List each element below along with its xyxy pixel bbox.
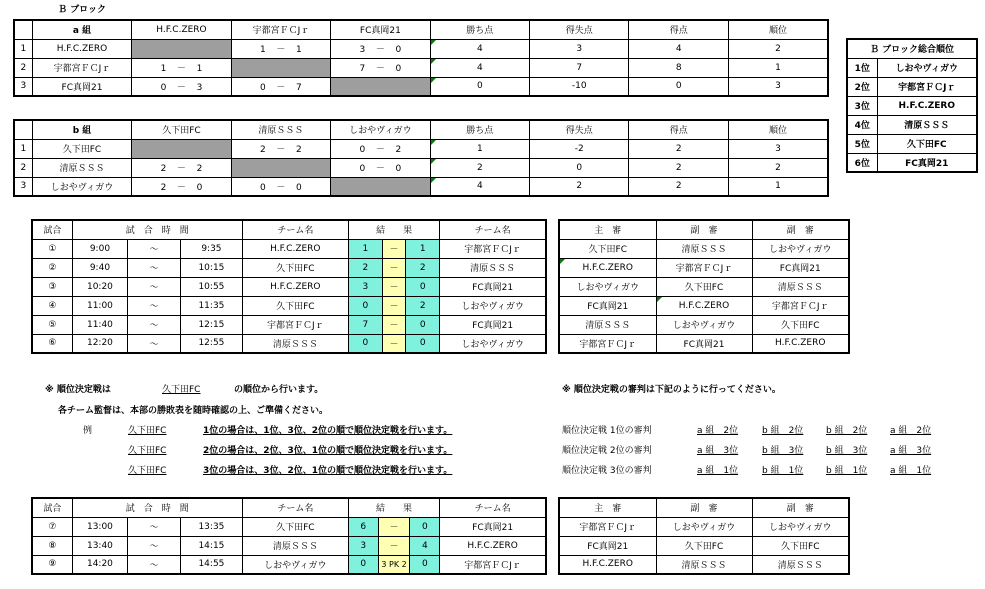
example-team: 久下田FC xyxy=(128,466,167,476)
overall-ranking-table xyxy=(846,38,978,173)
table-header: 主 審 副 審 副 審 xyxy=(559,498,849,517)
example-team: 久下田FC xyxy=(128,426,167,436)
table-row: しおやヴィガウ 久下田FC 清原ＳＳＳ xyxy=(559,277,849,296)
referee-table-2 xyxy=(558,497,850,575)
table-header: 主 審 副 審 副 審 xyxy=(559,220,849,239)
example-text: 1位の場合は、1位、3位、2位の順で順位決定戦を行います。 xyxy=(203,426,453,436)
table-row: 3 しおやヴィガウ 2 － 0 0 － 0 4 2 2 1 xyxy=(14,177,828,196)
table-row: 1位 しおやヴィガウ xyxy=(847,58,977,77)
example-text: 2位の場合は、2位、3位、1位の順で順位決定戦を行います。 xyxy=(203,446,453,456)
note-referees: ※ 順位決定戦の審判は下記のように行ってください。 xyxy=(562,385,781,395)
table-row: 2 宇都宮ＦＣJｒ 1 － 1 7 － 0 4 7 8 1 xyxy=(14,58,828,77)
table-row: 6位 FC真岡21 xyxy=(847,153,977,172)
table-row: 久下田FC 清原ＳＳＳ しおやヴィガウ xyxy=(559,239,849,258)
example-team: 久下田FC xyxy=(128,446,167,456)
group-label: b 組 xyxy=(32,120,131,139)
table-header: b 組 久下田FC 清原ＳＳＳ しおやヴィガウ 勝ち点 得失点 得点 順位 xyxy=(14,120,828,139)
table-row: ⑤ 11:40 ～ 12:15 宇都宮ＦＣJｒ 7 － 0 FC真岡21 xyxy=(32,315,546,334)
table-row: ② 9:40 ～ 10:15 久下田FC 2 － 2 清原ＳＳＳ xyxy=(32,258,546,277)
note-prepare: 各チーム監督は、本部の勝敗表を随時確認の上、ご準備ください。 xyxy=(58,406,329,416)
table-row: H.F.C.ZERO 清原ＳＳＳ 清原ＳＳＳ xyxy=(559,555,849,574)
table-row: ⑨ 14:20 ～ 14:55 しおやヴィガウ 0 3 PK 2 0 宇都宮ＦＣJｒ xyxy=(32,555,546,574)
table-row: 1 H.F.C.ZERO 1 － 1 3 － 0 4 3 4 2 xyxy=(14,39,828,58)
table-row: ③ 10:20 ～ 10:55 H.F.C.ZERO 3 － 0 FC真岡21 xyxy=(32,277,546,296)
example-text: 3位の場合は、3位、2位、1位の順で順位決定戦を行います。 xyxy=(203,466,453,476)
example-label: 例 xyxy=(83,426,93,436)
table-row: 2 清原ＳＳＳ 2 － 2 0 － 0 2 0 2 2 xyxy=(14,158,828,177)
group-label: a 組 xyxy=(32,20,131,39)
table-row: 宇都宮ＦＣJｒ しおやヴィガウ しおやヴィガウ xyxy=(559,517,849,536)
ref-rule-label: 順位決定戦 2位の審判 xyxy=(562,446,652,456)
table-row: 清原ＳＳＳ しおやヴィガウ 久下田FC xyxy=(559,315,849,334)
table-row: 3位 H.F.C.ZERO xyxy=(847,96,977,115)
note-playoff-order: ※ 順位決定戦は xyxy=(45,385,111,395)
table-row: H.F.C.ZERO 宇都宮ＦＣJｒ FC真岡21 xyxy=(559,258,849,277)
table-row: FC真岡21 H.F.C.ZERO 宇都宮ＦＣJｒ xyxy=(559,296,849,315)
table-row: ④ 11:00 ～ 11:35 久下田FC 0 － 2 しおやヴィガウ xyxy=(32,296,546,315)
table-row: ⑥ 12:20 ～ 12:55 清原ＳＳＳ 0 － 0 しおやヴィガウ xyxy=(32,334,546,353)
schedule-table-1 xyxy=(31,219,547,354)
table-row: ① 9:00 ～ 9:35 H.F.C.ZERO 1 － 1 宇都宮ＦＣJｒ xyxy=(32,239,546,258)
standings-table-b xyxy=(13,119,829,197)
table-header: 試合 試 合 時 間 チーム名 結 果 チーム名 xyxy=(32,220,546,239)
note-playoff-order-tail: の順位から行います。 xyxy=(234,385,324,395)
block-title: Ｂ ブロック xyxy=(58,5,106,15)
table-row: FC真岡21 久下田FC 久下田FC xyxy=(559,536,849,555)
ref-rule-label: 順位決定戦 1位の審判 xyxy=(562,426,652,436)
table-row: ⑦ 13:00 ～ 13:35 久下田FC 6 － 0 FC真岡21 xyxy=(32,517,546,536)
table-header: 試合 試 合 時 間 チーム名 結 果 チーム名 xyxy=(32,498,546,517)
standings-table-a xyxy=(13,19,829,97)
ref-rule-label: 順位決定戦 3位の審判 xyxy=(562,466,652,476)
schedule-table-2 xyxy=(31,497,547,575)
table-row: 宇都宮ＦＣJｒ FC真岡21 H.F.C.ZERO xyxy=(559,334,849,353)
table-row: 4位 清原ＳＳＳ xyxy=(847,115,977,134)
table-header: a 組 H.F.C.ZERO 宇都宮ＦＣJｒ FC真岡21 勝ち点 得失点 得点 順位 xyxy=(14,20,828,39)
overall-title: Ｂ ブロック総合順位 xyxy=(847,39,977,58)
note-start-team: 久下田FC xyxy=(162,385,201,395)
table-row: 2位 宇都宮ＦＣJｒ xyxy=(847,77,977,96)
table-row: 5位 久下田FC xyxy=(847,134,977,153)
table-row: 3 FC真岡21 0 － 3 0 － 7 0 -10 0 3 xyxy=(14,77,828,96)
table-row: 1 久下田FC 2 － 2 0 － 2 1 -2 2 3 xyxy=(14,139,828,158)
referee-table-1 xyxy=(558,219,850,354)
table-row: ⑧ 13:40 ～ 14:15 清原ＳＳＳ 3 － 4 H.F.C.ZERO xyxy=(32,536,546,555)
